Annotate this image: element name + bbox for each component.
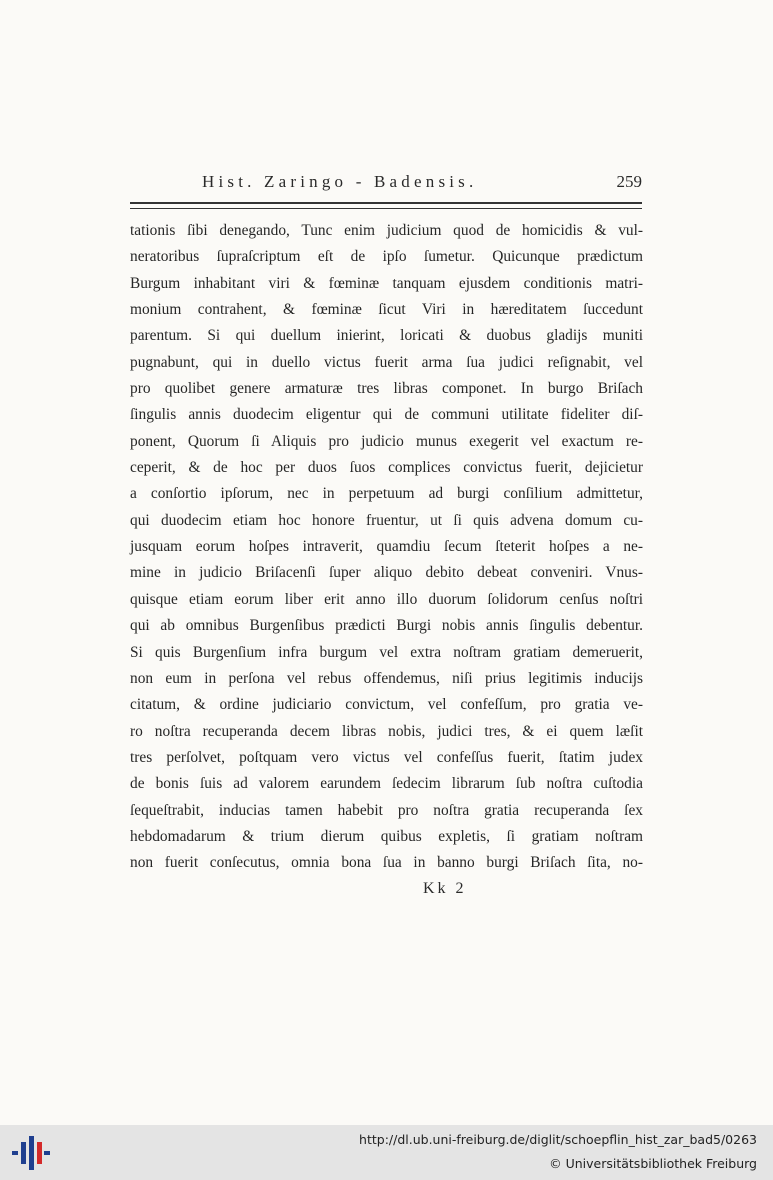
running-head-title: Hist. Zaringo - Badensis. (202, 172, 478, 191)
header-rule-thin (130, 208, 642, 209)
text-line: hebdomadarum & trium dierum quibus expletis, ſi gratiam noſtram (130, 827, 643, 845)
text-line: non fuerit conſecutus, omnia bona ſua in banno burgi Briſach ſita, no- (130, 854, 643, 872)
text-line: ponent, Quorum ſi Aliquis pro judicio munus exegerit vel exactum re- (130, 432, 643, 450)
text-line: jusquam eorum hoſpes intraverit, quamdiu ſecum ſteterit hoſpes a ne- (130, 538, 643, 556)
text-line: qui ab omnibus Burgenſibus prædicti Burgi nobis annis ſingulis debentur. (130, 617, 643, 635)
page-number: 259 (616, 172, 642, 191)
text-line: qui duodecim etiam hoc honore fruentur, ut ſi quis advena domum cu- (130, 511, 643, 529)
text-line: Si quis Burgenſium infra burgum vel extra noſtram gratiam demeruerit, (130, 643, 643, 661)
text-line: ſequeſtrabit, inducias tamen habebit pro noſtra gratia recuperanda ſex (130, 801, 643, 819)
copyright-notice: © Universitätsbibliothek Freiburg (549, 1156, 757, 1171)
text-line: pugnabunt, qui in duello victus fuerit arma ſua judici reſignabit, vel (130, 353, 643, 371)
footer-bar (0, 1125, 773, 1180)
text-line: ceperit, & de hoc per duos ſuos complices convictus fuerit, dejicietur (130, 459, 643, 477)
ub-freiburg-logo-icon[interactable] (12, 1134, 50, 1172)
text-line: ro noſtra recuperanda decem libras nobis, judici tres, & ei quem læſit (130, 722, 643, 740)
signature-mark: Kk 2 (423, 880, 467, 897)
text-line: tres perſolvet, poſtquam vero victus vel confeſſus fuerit, ſtatim judex (130, 748, 643, 766)
permalink-url[interactable]: http://dl.ub.uni-freiburg.de/diglit/schoepflin_hist_zar_bad5/0263 (359, 1132, 757, 1147)
text-line: a conſortio ipſorum, nec in perpetuum ad burgi conſilium admittetur, (130, 485, 643, 503)
text-line: parentum. Si qui duellum inierint, loricati & duobus gladijs muniti (130, 327, 643, 345)
text-line: de bonis ſuis ad valorem earundem ſedecim librarum ſub noſtra cuſtodia (130, 775, 643, 793)
text-line: pro quolibet genere armaturæ tres libras componet. In burgo Briſach (130, 380, 643, 398)
body-text (130, 218, 643, 877)
text-line: non eum in perſona vel rebus offendemus, niſi prius legitimis inducijs (130, 669, 643, 687)
header-rule-thick (130, 202, 642, 204)
text-line: Burgum inhabitant viri & fœminæ tanquam ejusdem conditionis matri- (130, 274, 643, 292)
text-line: tationis ſibi denegando, Tunc enim judicium quod de homicidis & vul- (130, 222, 643, 239)
text-line: quisque etiam eorum liber erit anno illo duorum ſolidorum cenſus noſtri (130, 590, 643, 608)
text-line: ſingulis annis duodecim eligentur qui de communi utilitate fideliter diſ- (130, 406, 643, 424)
text-line: citatum, & ordine judiciario convictum, vel confeſſum, pro gratia ve- (130, 696, 643, 714)
running-head (130, 170, 642, 196)
text-line: mine in judicio Briſacenſi ſuper aliquo debito debeat conveniri. Vnus- (130, 564, 643, 582)
text-line: neratoribus ſupraſcriptum eſt de ipſo ſumetur. Quicunque prædictum (130, 248, 643, 266)
text-line: monium contrahent, & fœminæ ſicut Viri in hæreditatem ſuccedunt (130, 301, 643, 319)
